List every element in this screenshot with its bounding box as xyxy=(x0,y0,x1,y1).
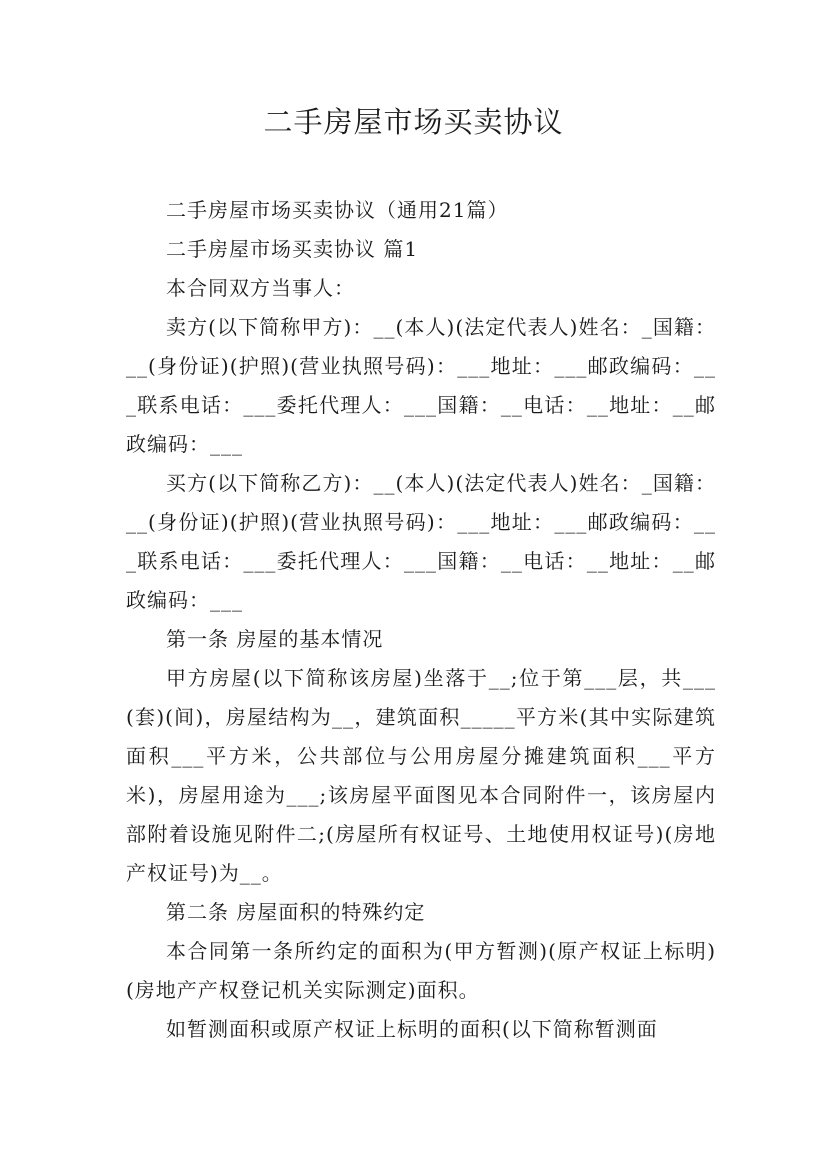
paragraph-subtitle: 二手房屋市场买卖协议（通用21篇） xyxy=(166,198,509,222)
paragraph-article-2-body: 本合同第一条所约定的面积为(甲方暂测)(原产权证上标明)(房地产产权登记机关实际测定)面积。 xyxy=(126,939,716,1002)
paragraph-section-heading: 二手房屋市场买卖协议 篇1 xyxy=(166,237,419,261)
paragraph-article-1-body: 甲方房屋(以下简称该房屋)坐落于__;位于第___层，共___(套)(间)，房屋结构为__，建筑面积_____平方米(其中实际建筑面积___平方米，公共部位与公用房屋分摊建筑面积___平方米)，房屋用途为___;该房屋平面图见本合同附件一，该房屋内部附着设施见附件二;(房屋所有权证号、土地使用权证号)(房地产权证号)为__。 xyxy=(126,666,716,885)
document-title: 二手房屋市场买卖协议 xyxy=(263,105,564,139)
paragraph-seller-info: 卖方(以下简称甲方)：__(本人)(法定代表人)姓名：_国籍：__(身份证)(护照)(营业执照号码)：___地址：___邮政编码：___联系电话：___委托代理人：___国籍：__电话：__地址：__邮政编码：___ xyxy=(126,315,716,456)
paragraph-parties-intro: 本合同双方当事人： xyxy=(166,276,355,300)
document-body xyxy=(126,191,716,1049)
paragraph-buyer-info: 买方(以下简称乙方)：__(本人)(法定代表人)姓名：_国籍：__(身份证)(护照)(营业执照号码)：___地址：___邮政编码：___联系电话：___委托代理人：___国籍：__电话：__地址：__邮政编码：___ xyxy=(126,471,716,612)
paragraph-article-2-continued: 如暂测面积或原产权证上标明的面积(以下简称暂测面 xyxy=(166,1017,658,1041)
paragraph-article-2-heading: 第二条 房屋面积的特殊约定 xyxy=(166,900,426,924)
paragraph-article-1-heading: 第一条 房屋的基本情况 xyxy=(166,627,384,651)
